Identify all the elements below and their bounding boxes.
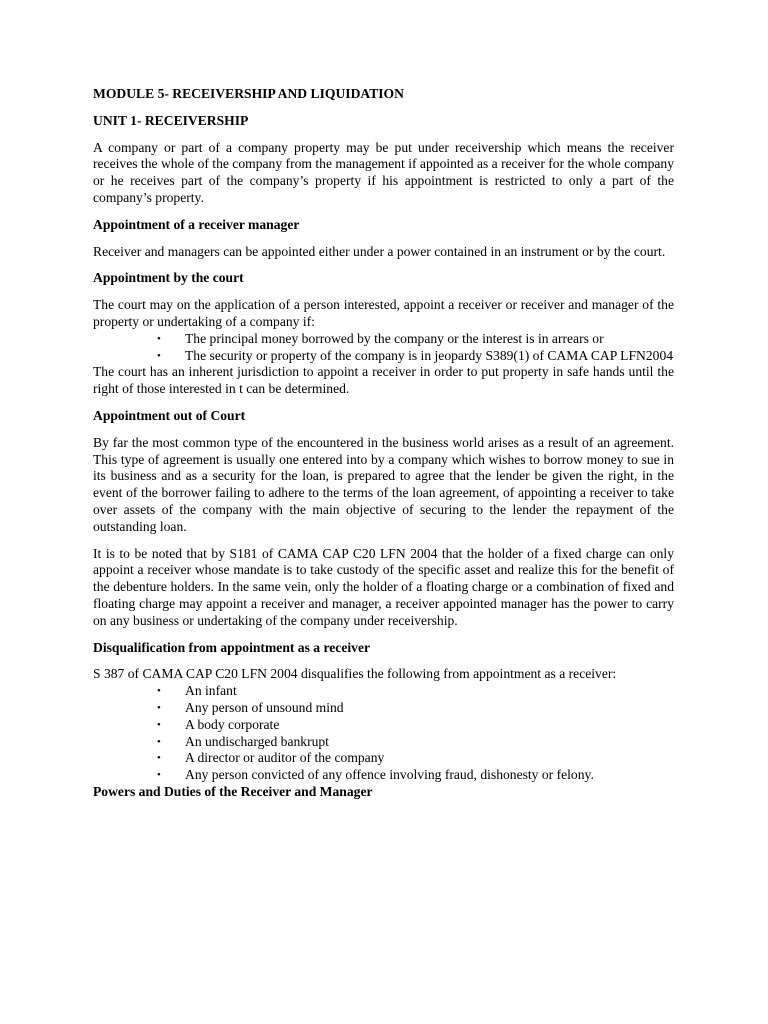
section-heading-powers-duties: Powers and Duties of the Receiver and Manager: [93, 783, 373, 799]
list-item-text: An infant: [185, 683, 237, 699]
module-title: MODULE 5- RECEIVERSHIP AND LIQUIDATION: [93, 86, 404, 101]
intro-paragraph: A company or part of a company property may be put under receivership which means the receiver receives the whole of the company from the management if appointed as a receiver for the whole company or he receives part of the company’s property if his appointment is restricted to only a part of the company’s property.: [93, 139, 674, 205]
list-item-text: The principal money borrowed by the company or the interest is in arrears or: [185, 330, 604, 346]
paragraph-disqualification: S 387 of CAMA CAP C20 LFN 2004 disqualifies the following from appointment as a receiver:: [93, 666, 617, 682]
bullet-icon: •: [157, 752, 161, 765]
paragraph-inherent-jurisdiction: The court has an inherent jurisdiction to appoint a receiver in order to put property in safe hands until the right of those interested in t can be determined.: [93, 364, 674, 397]
unit-title: UNIT 1- RECEIVERSHIP: [93, 112, 249, 128]
list-item-text: An undischarged bankrupt: [185, 733, 329, 749]
bullet-icon: •: [157, 349, 161, 362]
disqualification-list: [93, 683, 674, 784]
document-page: [93, 86, 674, 801]
bullet-icon: •: [157, 769, 161, 782]
paragraph-out-of-court-2: It is to be noted that by S181 of CAMA CAP C20 LFN 2004 that the holder of a fixed charge can only appoint a receiver whose mandate is to take custody of the specific asset and realize this for the benefit of the debenture holders. In the same vein, only the holder of a floating charge or a combination of fixed and floating charge may appoint a receiver and manager, a receiver appointed manager has the power to carry on any business or undertaking of the company under receivership.: [93, 545, 674, 628]
list-item: [93, 767, 674, 784]
paragraph-appointment-receiver-manager: Receiver and managers can be appointed either under a power contained in an instrument or by the court.: [93, 243, 666, 259]
list-item-text: The security or property of the company is in jeopardy S389(1) of CAMA CAP LFN2004: [185, 347, 674, 363]
list-item: [93, 331, 674, 348]
list-item: [93, 683, 674, 700]
bullet-icon: •: [157, 701, 161, 714]
list-item: [93, 700, 674, 717]
section-heading-appointment-receiver-manager: Appointment of a receiver manager: [93, 216, 300, 232]
list-item: [93, 750, 674, 767]
paragraph-appointment-by-court: The court may on the application of a person interested, appoint a receiver or receiver and manager of the property or undertaking of a company if:: [93, 297, 674, 329]
list-item-text: A body corporate: [185, 716, 280, 732]
list-item: [93, 348, 674, 365]
list-item-text: A director or auditor of the company: [185, 750, 385, 766]
list-item: [93, 734, 674, 751]
list-item-text: Any person of unsound mind: [185, 699, 344, 715]
bullet-icon: •: [157, 735, 161, 748]
list-item-text: Any person convicted of any offence involving fraud, dishonesty or felony.: [185, 767, 594, 783]
section-heading-disqualification: Disqualification from appointment as a receiver: [93, 639, 371, 655]
bullet-icon: •: [157, 718, 161, 731]
section-heading-appointment-by-court: Appointment by the court: [93, 270, 244, 286]
section-heading-appointment-out-of-court: Appointment out of Court: [93, 407, 246, 423]
list-item: [93, 717, 674, 734]
bullet-icon: •: [157, 685, 161, 698]
court-conditions-list: [93, 331, 674, 365]
paragraph-out-of-court-1: By far the most common type of the encountered in the business world arises as a result of an agreement. This type of agreement is usually one entered into by a company which wishes to borrow money to sue in its business and as a security for the loan, is prepared to agree that the lender be given the right, in the event of the borrower failing to adhere to the terms of the loan agreement, of appointing a receiver to take over assets of the company with the main objective of securing to the lender the repayment of the outstanding loan.: [93, 434, 674, 534]
bullet-icon: •: [157, 332, 161, 345]
